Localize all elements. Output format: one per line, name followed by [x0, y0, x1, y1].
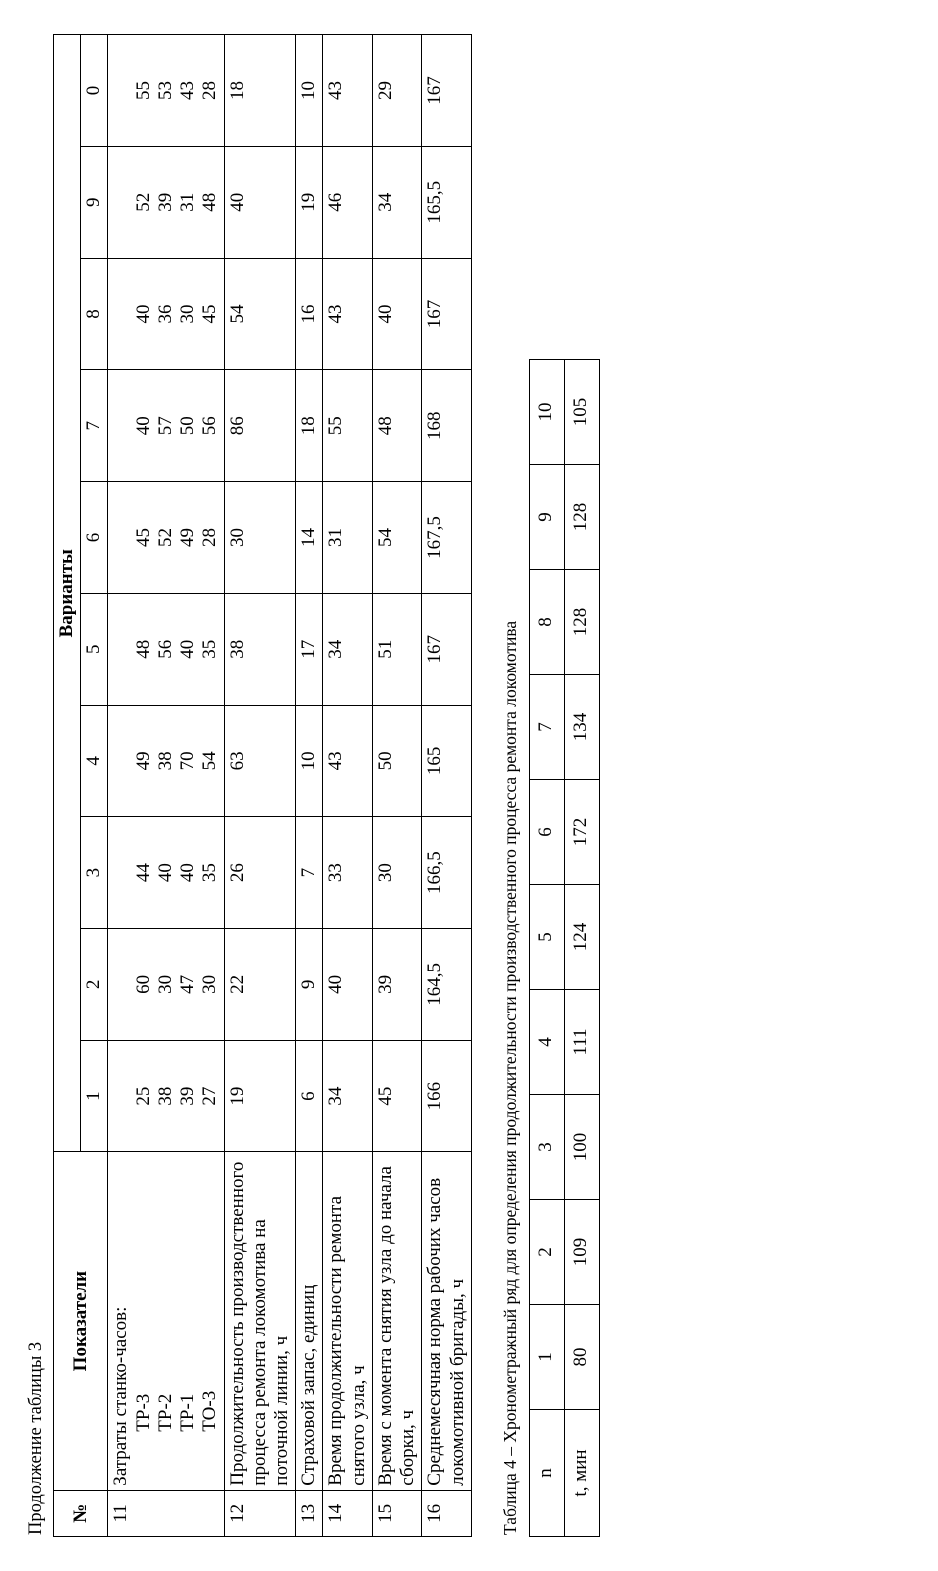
value-cell: 166	[422, 1040, 471, 1152]
chrono-n-value: 10	[529, 360, 564, 465]
value-cell: 167	[422, 593, 471, 705]
value-cell: 50	[372, 705, 421, 817]
value-cell: 35	[199, 863, 221, 883]
chrono-t-value: 128	[564, 465, 599, 570]
value-cell: 40	[132, 304, 154, 324]
value-cell: 26	[224, 817, 296, 929]
chrono-label-t: t, мин	[564, 1410, 599, 1537]
chrono-n-value: 3	[529, 1095, 564, 1200]
value-cell: 30	[372, 817, 421, 929]
row-values	[108, 482, 224, 594]
value-cell: 38	[154, 751, 176, 771]
value-cell: 35	[199, 639, 221, 659]
variant-column-9: 9	[81, 146, 108, 258]
chrono-t-value: 124	[564, 885, 599, 990]
chrono-n-value: 1	[529, 1305, 564, 1410]
value-cell: 165,5	[422, 146, 471, 258]
value-cell: 50	[177, 416, 199, 436]
value-cell: 39	[154, 192, 176, 212]
value-cell: 43	[323, 35, 372, 147]
value-cell: 28	[199, 527, 221, 547]
value-cell: 18	[296, 370, 323, 482]
header-number: №	[54, 1490, 108, 1536]
header-indicator: Показатели	[54, 1152, 108, 1490]
sub-label-tr1: ТР-1	[177, 1393, 199, 1432]
variant-column-4: 4	[81, 705, 108, 817]
value-cell: 164,5	[422, 929, 471, 1041]
value-cell: 54	[224, 258, 296, 370]
value-cell: 7	[296, 817, 323, 929]
chrono-n-value: 4	[529, 990, 564, 1095]
value-cell: 52	[154, 527, 176, 547]
indicators-table	[53, 34, 472, 1537]
row-indicator-title: Затраты станко-часов:	[110, 1306, 132, 1486]
value-cell: 43	[323, 705, 372, 817]
value-cell: 54	[199, 751, 221, 771]
row-number: 16	[422, 1490, 471, 1536]
value-cell: 30	[154, 974, 176, 994]
sub-label-to3: ТО-3	[199, 1390, 221, 1432]
table-row	[422, 35, 471, 1537]
value-cell: 45	[132, 527, 154, 547]
value-cell: 25	[132, 1086, 154, 1106]
value-cell: 16	[296, 258, 323, 370]
value-cell: 19	[224, 1040, 296, 1152]
value-cell: 55	[132, 80, 154, 100]
row-number: 13	[296, 1490, 323, 1536]
variant-column-6: 6	[81, 482, 108, 594]
chrono-n-value: 8	[529, 570, 564, 675]
value-cell: 40	[177, 639, 199, 659]
chrono-t-value: 128	[564, 570, 599, 675]
value-cell: 48	[132, 639, 154, 659]
chrono-n-value: 5	[529, 885, 564, 990]
chrono-t-value: 105	[564, 360, 599, 465]
table-row	[323, 35, 372, 1537]
chrono-t-value: 172	[564, 780, 599, 885]
value-cell: 44	[132, 863, 154, 883]
chrono-n-value: 6	[529, 780, 564, 885]
value-cell: 29	[372, 35, 421, 147]
row-indicator: Среднемесячная норма рабочих часов локомотивной бригады, ч	[422, 1152, 471, 1490]
variant-column-1: 1	[81, 1040, 108, 1152]
value-cell: 167	[422, 258, 471, 370]
value-cell: 56	[154, 639, 176, 659]
value-cell: 167	[422, 35, 471, 147]
variant-column-5: 5	[81, 593, 108, 705]
value-cell: 167,5	[422, 482, 471, 594]
chrono-n-value: 9	[529, 465, 564, 570]
value-cell: 33	[323, 817, 372, 929]
value-cell: 54	[372, 482, 421, 594]
table-header-row-1	[54, 35, 81, 1537]
row-number: 14	[323, 1490, 372, 1536]
value-cell: 30	[177, 304, 199, 324]
value-cell: 49	[177, 527, 199, 547]
value-cell: 166,5	[422, 817, 471, 929]
row-indicator: Время продолжительности ремонта снятого узла, ч	[323, 1152, 372, 1490]
value-cell: 6	[296, 1040, 323, 1152]
value-cell: 34	[372, 146, 421, 258]
value-cell: 48	[372, 370, 421, 482]
value-cell: 46	[323, 146, 372, 258]
value-cell: 45	[199, 304, 221, 324]
chrono-n-value: 7	[529, 675, 564, 780]
row-values	[108, 705, 224, 817]
chrono-t-value: 100	[564, 1095, 599, 1200]
row-values	[108, 370, 224, 482]
row-values	[108, 146, 224, 258]
value-cell: 18	[224, 35, 296, 147]
value-cell: 165	[422, 705, 471, 817]
chrono-row-n	[529, 360, 564, 1537]
row-indicator: Продолжительность производственного процесса ремонта локомотива на поточной линии, ч	[224, 1152, 296, 1490]
variant-column-7: 7	[81, 370, 108, 482]
value-cell: 40	[132, 416, 154, 436]
sub-label-tr2: ТР-2	[154, 1393, 176, 1432]
value-cell: 43	[177, 80, 199, 100]
value-cell: 27	[199, 1086, 221, 1106]
chrono-t-value: 80	[564, 1305, 599, 1410]
value-cell: 30	[224, 482, 296, 594]
value-cell: 40	[154, 863, 176, 883]
chrono-label-n: n	[529, 1410, 564, 1537]
value-cell: 48	[199, 192, 221, 212]
chrono-table-caption: Таблица 4 – Хронометражный ряд для определения продолжительности производственного процесса ремонта локомотива	[499, 620, 520, 1535]
value-cell: 10	[296, 35, 323, 147]
value-cell: 19	[296, 146, 323, 258]
value-cell: 56	[199, 416, 221, 436]
value-cell: 39	[177, 1086, 199, 1106]
value-cell: 40	[177, 863, 199, 883]
chrono-t-value: 109	[564, 1200, 599, 1305]
table-row	[372, 35, 421, 1537]
chrono-n-value: 2	[529, 1200, 564, 1305]
value-cell: 30	[199, 974, 221, 994]
value-cell: 40	[323, 929, 372, 1041]
chrono-row-t	[564, 360, 599, 1537]
row-indicator: Время с момента снятия узла до начала сборки, ч	[372, 1152, 421, 1490]
value-cell: 40	[372, 258, 421, 370]
value-cell: 63	[224, 705, 296, 817]
value-cell: 60	[132, 974, 154, 994]
value-cell: 36	[154, 304, 176, 324]
row-values	[108, 817, 224, 929]
variant-column-8: 8	[81, 258, 108, 370]
value-cell: 168	[422, 370, 471, 482]
value-cell: 9	[296, 929, 323, 1041]
row-values	[108, 258, 224, 370]
row-values	[108, 1040, 224, 1152]
row-number: 15	[372, 1490, 421, 1536]
value-cell: 10	[296, 705, 323, 817]
value-cell: 55	[323, 370, 372, 482]
value-cell: 31	[177, 192, 199, 212]
chrono-t-value: 134	[564, 675, 599, 780]
row-indicator: Страховой запас, единиц	[296, 1152, 323, 1490]
table-row	[108, 35, 224, 1537]
row-values	[108, 593, 224, 705]
table-continuation-caption: Продолжение таблицы 3	[26, 1341, 46, 1535]
value-cell: 49	[132, 751, 154, 771]
value-cell: 57	[154, 416, 176, 436]
row-indicator	[108, 1152, 224, 1490]
value-cell: 17	[296, 593, 323, 705]
row-values	[108, 35, 224, 147]
row-number: 11	[108, 1490, 224, 1536]
value-cell: 40	[224, 146, 296, 258]
chronometric-table	[529, 359, 600, 1537]
row-values	[108, 929, 224, 1041]
value-cell: 39	[372, 929, 421, 1041]
value-cell: 47	[177, 974, 199, 994]
value-cell: 53	[154, 80, 176, 100]
table-row	[296, 35, 323, 1537]
value-cell: 34	[323, 593, 372, 705]
value-cell: 52	[132, 192, 154, 212]
value-cell: 45	[372, 1040, 421, 1152]
value-cell: 38	[154, 1086, 176, 1106]
value-cell: 31	[323, 482, 372, 594]
sub-label-tr3: ТР-3	[132, 1393, 154, 1432]
chrono-t-value: 111	[564, 990, 599, 1095]
value-cell: 43	[323, 258, 372, 370]
value-cell: 34	[323, 1040, 372, 1152]
value-cell: 38	[224, 593, 296, 705]
table-row	[224, 35, 296, 1537]
value-cell: 28	[199, 80, 221, 100]
variant-column-2: 2	[81, 929, 108, 1041]
value-cell: 22	[224, 929, 296, 1041]
value-cell: 70	[177, 751, 199, 771]
value-cell: 14	[296, 482, 323, 594]
variant-column-3: 3	[81, 817, 108, 929]
value-cell: 86	[224, 370, 296, 482]
value-cell: 51	[372, 593, 421, 705]
header-variants: Варианты	[54, 35, 81, 1152]
row-number: 12	[224, 1490, 296, 1536]
variant-column-10: 0	[81, 35, 108, 147]
